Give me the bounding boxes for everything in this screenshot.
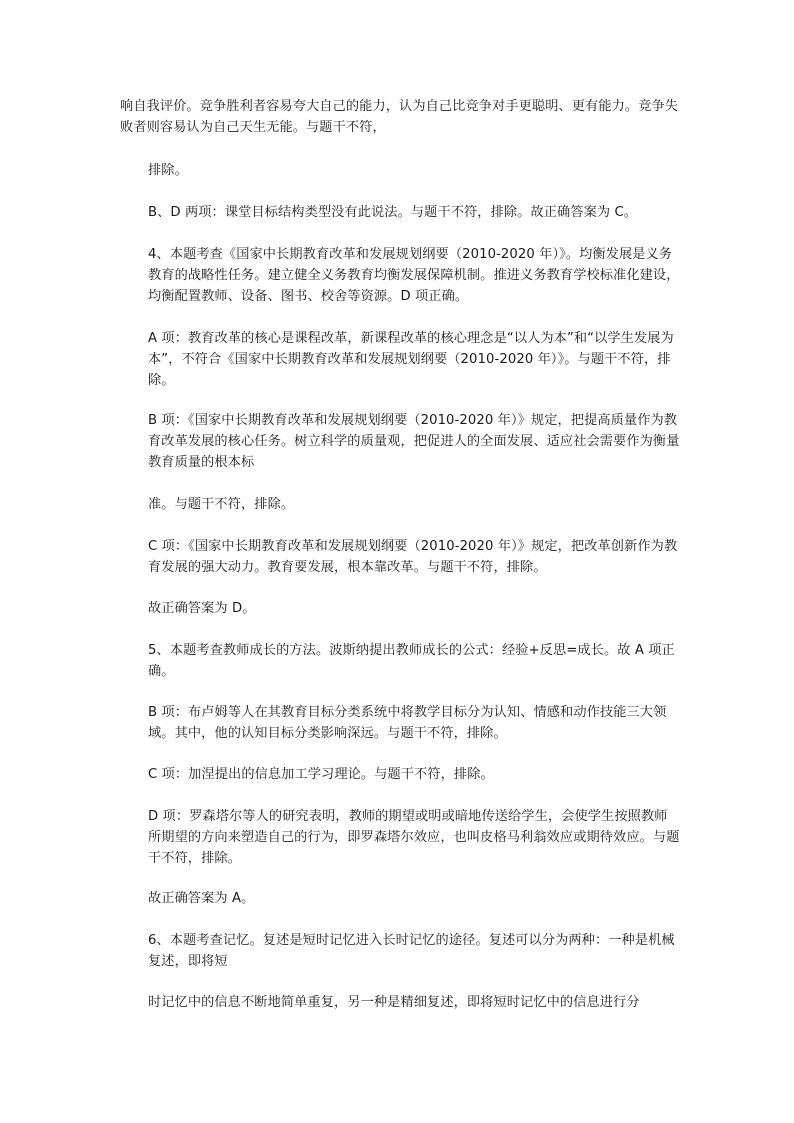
paragraph-option-b-q4-end: 准。与题干不符，排除。 (148, 497, 295, 512)
paragraph-option-a-q4: A 项：教育改革的核心是课程改革，新课程改革的核心理念是“以人为本”和“以学生发展为本”，不符合《国家中长期教育改革和发展规划纲要（2010-2020 年）》。与题干不符，排除。 (148, 331, 674, 388)
paragraph-exclude: 排除。 (148, 163, 188, 178)
paragraph-question-5: 5、本题考查教师成长的方法。波斯纳提出教师成长的公式：经验+反思=成长。故 A 项正确。 (148, 643, 675, 679)
paragraph-question-6-continued: 时记忆中的信息不断地简单重复，另一种是精细复述，即将短时记忆中的信息进行分 (148, 995, 640, 1010)
paragraph-option-c-q4: C 项：《国家中长期教育改革和发展规划纲要（2010-2020 年）》规定，把改革创新作为教育发展的强大动力。教育要发展，根本靠改革。与题干不符，排除。 (148, 539, 678, 575)
paragraph-bd-options: B、D 两项：课堂目标结构类型没有此说法。与题干不符，排除。故正确答案为 C。 (148, 205, 638, 220)
paragraph-option-c-q5: C 项：加涅提出的信息加工学习理论。与题干不符，排除。 (148, 767, 494, 782)
paragraph-option-b-q5: B 项：布卢姆等人在其教育目标分类系统中将教学目标分为认知、情感和动作技能三大领域。其中，他的认知目标分类影响深远。与题干不符，排除。 (148, 705, 667, 741)
paragraph-answer-q4: 故正确答案为 D。 (148, 601, 256, 616)
paragraph-option-d-q5: D 项：罗森塔尔等人的研究表明，教师的期望或明或暗地传送给学生，会使学生按照教师所期望的方向来塑造自己的行为，即罗森塔尔效应，也叫皮格马利翁效应或期待效应。与题干不符，排除。 (148, 809, 680, 866)
paragraph-question-6: 6、本题考查记忆。复述是短时记忆进入长时记忆的途径。复述可以分为两种：一种是机械复述，即将短 (148, 933, 675, 969)
paragraph-continuation: 响自我评价。竞争胜利者容易夸大自己的能力，认为自己比竞争对手更聪明、更有能力。竞争失败者则容易认为自己天生无能。与题干不符， (120, 99, 679, 135)
paragraph-answer-q5: 故正确答案为 A。 (148, 891, 255, 906)
paragraph-question-4: 4、本题考查《国家中长期教育改革和发展规划纲要（2010-2020 年）》。均衡发展是义务教育的战略性任务。建立健全义务教育均衡发展保障机制。推进义务教育学校标准化建设，均衡配置教师、设备、图书、校舍等资源。D 项正确。 (148, 247, 680, 304)
paragraph-option-b-q4: B 项：《国家中长期教育改革和发展规划纲要（2010-2020 年）》规定，把提高质量作为教育改革发展的核心任务。树立科学的质量观，把促进人的全面发展、适应社会需要作为衡量教育质量的根本标 (148, 413, 680, 470)
